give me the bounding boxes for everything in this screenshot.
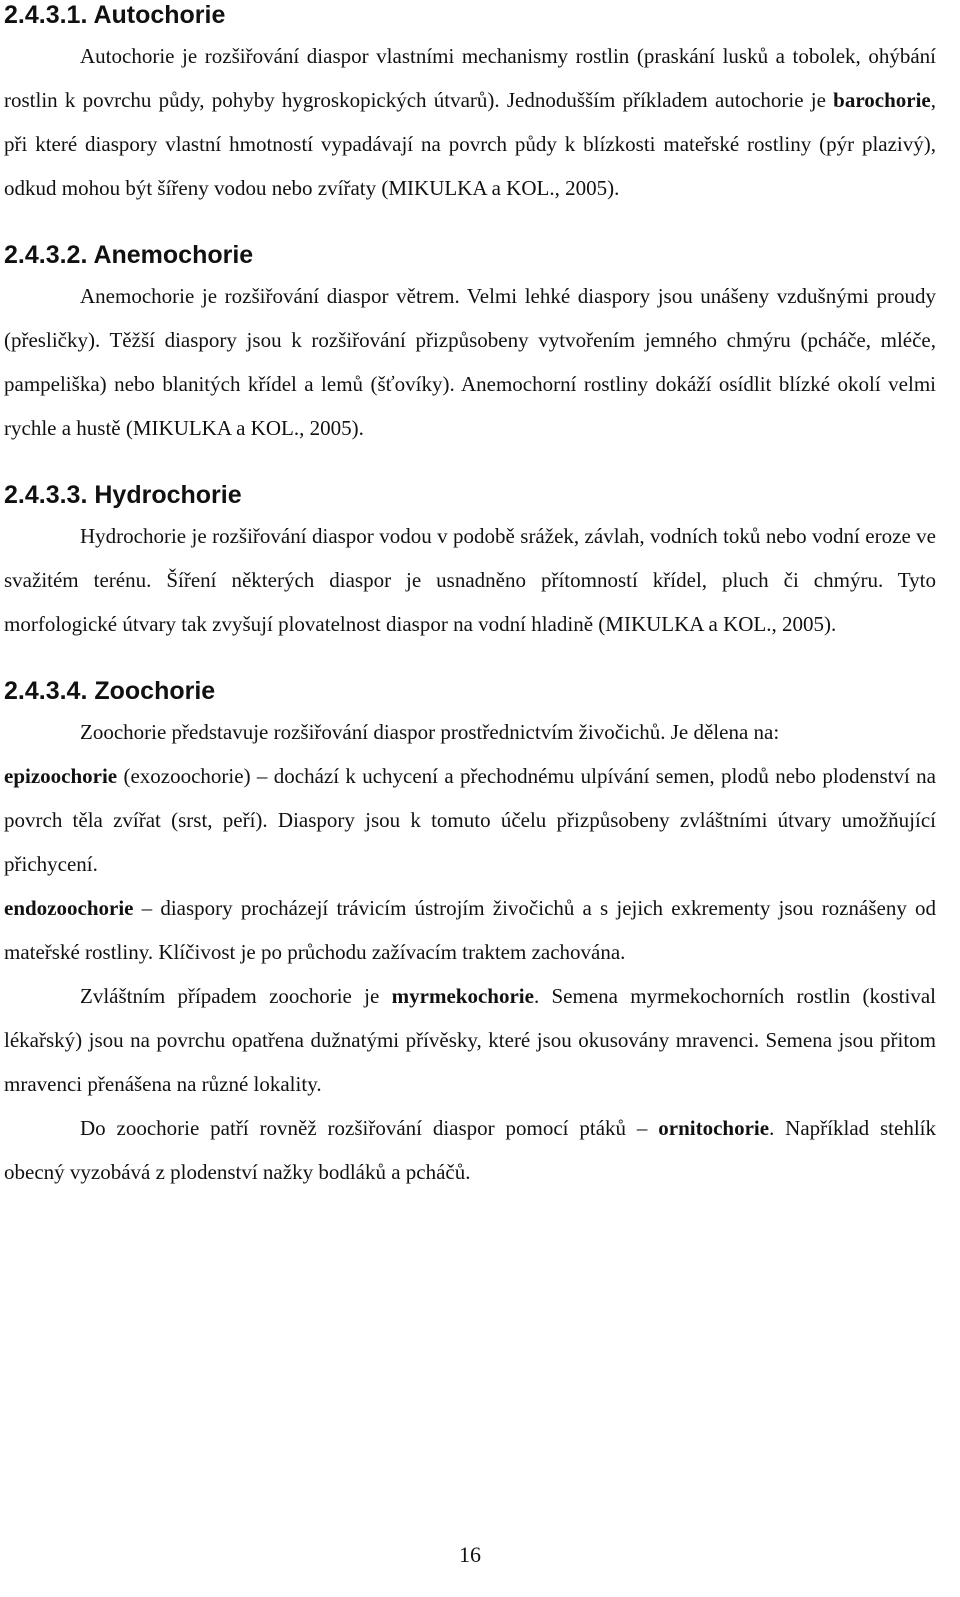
text-run: – diaspory procházejí trávicím ústrojím živočichů a s jejich exkrementy jsou roznášeny od mateřské rostliny. Klíčivost je po průchodu zažívacím traktem zachována. bbox=[4, 896, 936, 964]
text-run: , při které diaspory vlastní hmotností vypadávají na povrch půdy k blízkosti mateřské rostliny (pýr plazivý), odkud mohou být šířeny vodou nebo zvířaty (MIKULKA a KOL., 2005). bbox=[4, 88, 936, 200]
term-barochorie: barochorie bbox=[833, 88, 931, 112]
text-run: . Semena myrmekochorních rostlin (kostival lékařský) jsou na povrchu opatřena dužnatými přívěsky, které jsou okusovány mravenci. Semena jsou přitom mravenci přenášena na různé lokality. bbox=[4, 984, 936, 1096]
term-ornitochorie: ornitochorie bbox=[658, 1116, 770, 1140]
paragraph-zoochorie-intro: Zoochorie představuje rozšiřování diaspor prostřednictvím živočichů. Je dělena na: bbox=[80, 720, 780, 744]
text-run: Zvláštním případem zoochorie je bbox=[80, 984, 392, 1008]
section-title: Zoochorie bbox=[94, 677, 216, 705]
term-myrmekochorie: myrmekochorie bbox=[391, 984, 534, 1008]
section-heading-zoochorie bbox=[4, 676, 936, 706]
paragraph-epizoochorie bbox=[4, 754, 936, 886]
paragraph-endozoochorie bbox=[4, 886, 936, 974]
section-number: 2.4.3.2. bbox=[4, 241, 88, 269]
section-heading-hydrochorie bbox=[4, 480, 936, 510]
section-heading-autochorie bbox=[4, 0, 936, 30]
page-content bbox=[4, 0, 936, 1194]
section-number: 2.4.3.4. bbox=[4, 677, 88, 705]
section-number: 2.4.3.3. bbox=[4, 481, 88, 509]
paragraph-autochorie bbox=[4, 34, 936, 210]
section-title: Hydrochorie bbox=[94, 481, 242, 509]
paragraph-myrmekochorie bbox=[4, 974, 936, 1106]
text-run: . Například stehlík obecný vyzobává z plodenství nažky bodláků a pcháčů. bbox=[4, 1116, 936, 1184]
spacer bbox=[4, 450, 936, 480]
section-title: Autochorie bbox=[93, 1, 226, 29]
section-title: Anemochorie bbox=[93, 241, 254, 269]
paragraph-hydrochorie: Hydrochorie je rozšiřování diaspor vodou v podobě srážek, závlah, vodních toků nebo vodní eroze ve svažitém terénu. Šíření některých diaspor je usnadněno přítomností křídel, pluch či chmýru. Tyto morfologické útvary tak zvyšují plovatelnost diaspor na vodní hladině (MIKULKA a KOL., 2005). bbox=[4, 524, 936, 636]
page-number: 16 bbox=[459, 1542, 481, 1567]
text-run: (exozoochorie) – dochází k uchycení a přechodnému ulpívání semen, plodů nebo plodenství na povrch těla zvířat (srst, peří). Diaspory jsou k tomuto účelu přizpůsobeny zvláštními útvary umožňující přichycení. bbox=[4, 764, 936, 876]
text-run: Autochorie je rozšiřování diaspor vlastními mechanismy rostlin (praskání lusků a tobolek, ohýbání rostlin k povrchu půdy, pohyby hygroskopických útvarů). Jednodušším příkladem autochorie je bbox=[4, 44, 936, 112]
section-number: 2.4.3.1. bbox=[4, 1, 88, 29]
paragraph-ornitochorie bbox=[4, 1106, 936, 1194]
term-endozoochorie: endozoochorie bbox=[4, 896, 134, 920]
section-heading-anemochorie bbox=[4, 240, 936, 270]
term-epizoochorie: epizoochorie bbox=[4, 764, 118, 788]
spacer bbox=[4, 646, 936, 676]
spacer bbox=[4, 210, 936, 240]
text-run: Do zoochorie patří rovněž rozšiřování diaspor pomocí ptáků – bbox=[80, 1116, 659, 1140]
paragraph-anemochorie: Anemochorie je rozšiřování diaspor větrem. Velmi lehké diaspory jsou unášeny vzdušnými proudy (přesličky). Těžší diaspory jsou k rozšiřování přizpůsobeny vytvořením jemného chmýru (pcháče, mléče, pampeliška) nebo blanitých křídel a lemů (šťovíky). Anemochorní rostliny dokáží osídlit blízké okolí velmi rychle a hustě (MIKULKA a KOL., 2005). bbox=[4, 284, 936, 440]
